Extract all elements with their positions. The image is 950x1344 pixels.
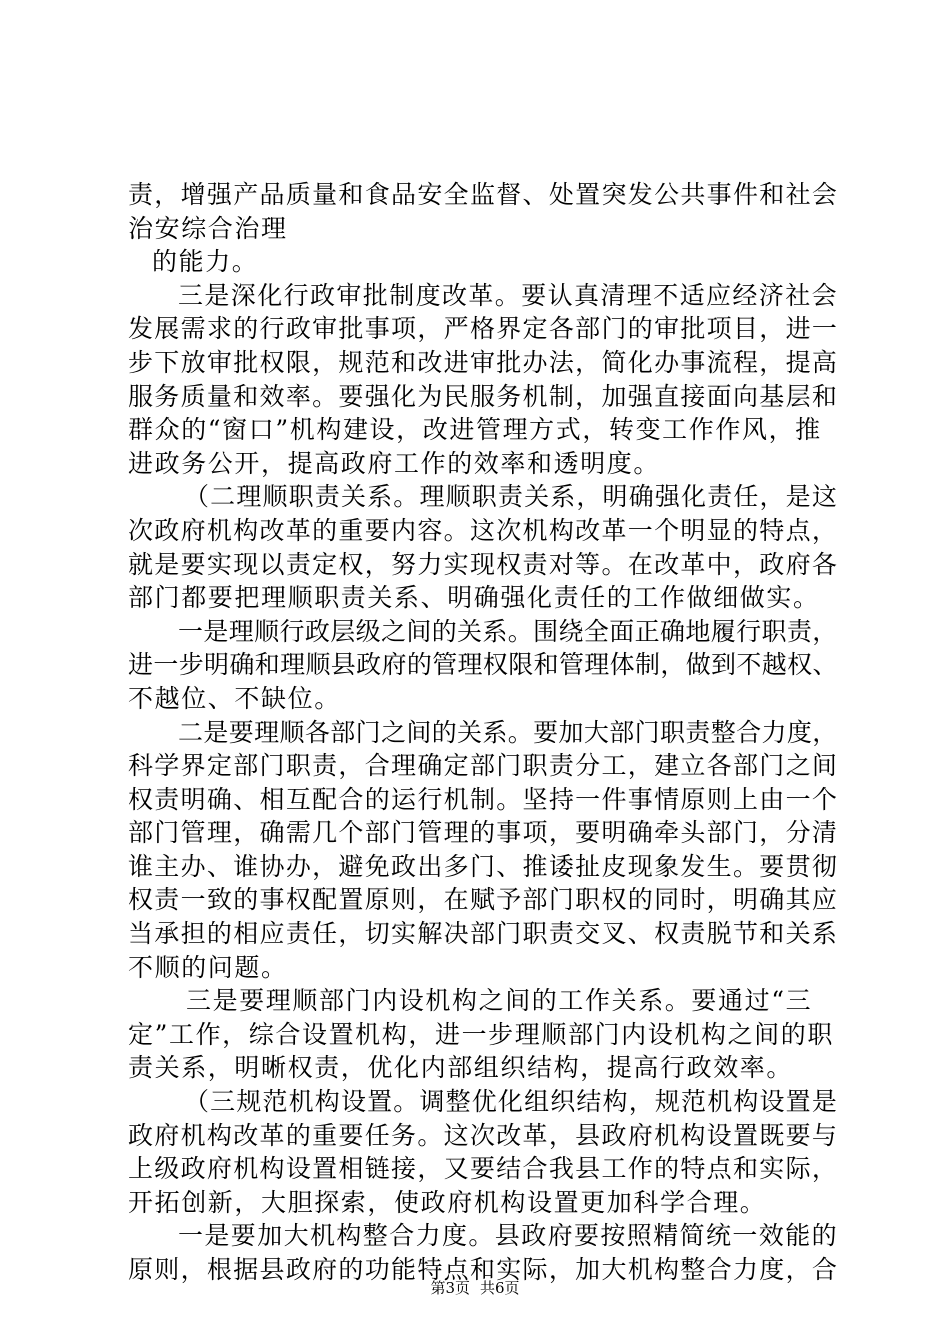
text-line: （三规范机构设置。调整优化组织结构，规范机构设置是 xyxy=(184,1087,839,1117)
text-line: （二理顺职责关系。理顺职责关系，明确强化责任，是这 xyxy=(184,482,839,512)
text-line: 三是深化行政审批制度改革。要认真清理不适应经济社会 xyxy=(178,280,839,310)
text-line: 服务质量和效率。要强化为民服务机制，加强直接面向基层和 xyxy=(128,381,839,411)
text-line: 就是要实现以责定权，努力实现权责对等。在改革中，政府各 xyxy=(128,549,839,579)
text-line: 定”工作，综合设置机构，进一步理顺部门内设机构之间的职 xyxy=(128,1019,834,1049)
text-line: 责，增强产品质量和食品安全监督、处置突发公共事件和社会 xyxy=(128,180,839,209)
text-line: 进政务公开，提高政府工作的效率和透明度。 xyxy=(128,448,661,478)
text-line: 权责一致的事权配置原则，在赋予部门职权的同时，明确其应 xyxy=(128,885,839,915)
text-line: 的能力。 xyxy=(152,247,259,277)
text-line: 部门都要把理顺职责关系、明确强化责任的工作做细做实。 xyxy=(128,583,820,613)
text-line: 一是理顺行政层级之间的关系。围绕全面正确地履行职责， xyxy=(178,616,838,646)
text-line: 次政府机构改革的重要内容。这次机构改革一个明显的特点， xyxy=(128,515,839,545)
text-line: 治安综合治理 xyxy=(128,213,288,243)
text-line: 发展需求的行政审批事项，严格界定各部门的审批项目，进一 xyxy=(128,314,839,344)
text-line: 不顺的问题。 xyxy=(128,952,288,982)
text-line: 科学界定部门职责，合理确定部门职责分工，建立各部门之间 xyxy=(128,751,839,781)
text-line: 原则，根据县政府的功能特点和实际，加大机构整合力度，合 xyxy=(128,1255,839,1284)
text-line: 进一步明确和理顺县政府的管理权限和管理体制，做到不越权、 xyxy=(128,650,838,680)
text-line: 三是要理顺部门内设机构之间的工作关系。要通过“三 xyxy=(186,986,813,1016)
text-line: 一是要加大机构整合力度。县政府要按照精简统一效能的 xyxy=(178,1221,839,1251)
text-line: 权责明确、相互配合的运行机制。坚持一件事情原则上由一个 xyxy=(128,784,839,814)
page-number: 第3页 xyxy=(430,1279,470,1297)
text-line: 步下放审批权限，规范和改进审批办法，简化办事流程，提高 xyxy=(128,347,839,377)
body-text xyxy=(128,178,838,1287)
page-total: 共6页 xyxy=(480,1279,520,1297)
text-line: 责关系，明晰权责，优化内部组织结构，提高行政效率。 xyxy=(128,1053,794,1083)
text-line: 不越位、不缺位。 xyxy=(128,683,341,713)
text-line: 二是要理顺各部门之间的关系。要加大部门职责整合力度， xyxy=(178,717,838,747)
text-line: 政府机构改革的重要任务。这次改革，县政府机构设置既要与 xyxy=(128,1120,839,1150)
text-line: 群众的“窗口”机构建设，改进管理方式，转变工作作风，推 xyxy=(128,415,822,445)
text-line: 当承担的相应责任，切实解决部门职责交叉、权责脱节和关系 xyxy=(128,919,839,949)
text-line: 谁主办、谁协办，避免政出多门、推诿扯皮现象发生。要贯彻 xyxy=(128,851,839,881)
text-line: 开拓创新，大胆探索，使政府机构设置更加科学合理。 xyxy=(128,1187,767,1217)
text-line: 部门管理，确需几个部门管理的事项，要明确牵头部门，分清 xyxy=(128,818,839,848)
page-footer xyxy=(0,1278,950,1298)
text-line: 上级政府机构设置相链接，又要结合我县工作的特点和实际， xyxy=(128,1154,839,1184)
